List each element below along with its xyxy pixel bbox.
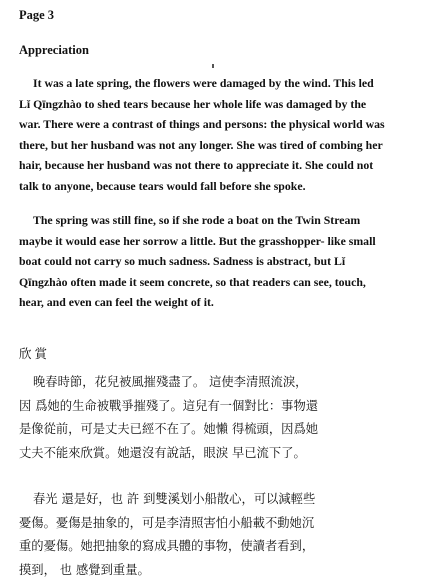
chinese-paragraph-1 — [19, 371, 414, 465]
text-line: 是像從前，可是丈夫已經不在了。她懶 得梳頭，因爲她 — [19, 418, 414, 442]
text-line: war. There were a contrast of things and persons: the physical world was — [19, 114, 414, 135]
section-heading: Appreciation — [19, 43, 89, 58]
page-number: Page 3 — [19, 8, 54, 23]
text-line: 春光 還是好，也 許 到雙溪划小船散心，可以減輕些 — [19, 488, 414, 512]
text-line: Qīngzhào often made it seem concrete, so that readers can see, touch, — [19, 272, 414, 293]
text-line: It was a late spring, the flowers were damaged by the wind. This led — [19, 73, 414, 94]
english-paragraph-2 — [19, 210, 414, 313]
chinese-heading: 欣賞 — [19, 346, 50, 362]
text-line: 丈夫不能來欣賞。她還沒有說話，眼淚 早已流下了。 — [19, 442, 414, 466]
english-paragraph-1 — [19, 73, 414, 196]
text-line: 因 爲她的生命被戰爭摧殘了。這兒有一個對比：事物還 — [19, 395, 414, 419]
text-line: 晚春時節，花兒被風摧殘盡了。 這使李清照流淚， — [19, 371, 414, 395]
text-line: 憂傷。憂傷是抽象的，可是李清照害怕小船載不動她沉 — [19, 512, 414, 536]
text-line: maybe it would ease her sorrow a little. But the grasshopper- like small — [19, 231, 414, 252]
text-line: hear, and even can feel the weight of it. — [19, 292, 414, 313]
scan-speck — [212, 64, 214, 68]
text-line: The spring was still fine, so if she rode a boat on the Twin Stream — [19, 210, 414, 231]
text-line: talk to anyone, because tears would fall before she spoke. — [19, 176, 414, 197]
text-line: 重的憂傷。她把抽象的寫成具體的事物，使讀者看到， — [19, 535, 414, 559]
text-line: 摸到， 也 感覺到重量。 — [19, 559, 414, 582]
text-line: Lǐ Qīngzhào to shed tears because her whole life was damaged by the — [19, 94, 414, 115]
text-line: boat could not carry so much sadness. Sadness is abstract, but Lǐ — [19, 251, 414, 272]
chinese-paragraph-2 — [19, 488, 414, 582]
text-line: hair, because her husband was not there to appreciate it. She could not — [19, 155, 414, 176]
text-line: there, but her husband was not any longer. She was tired of combing her — [19, 135, 414, 156]
